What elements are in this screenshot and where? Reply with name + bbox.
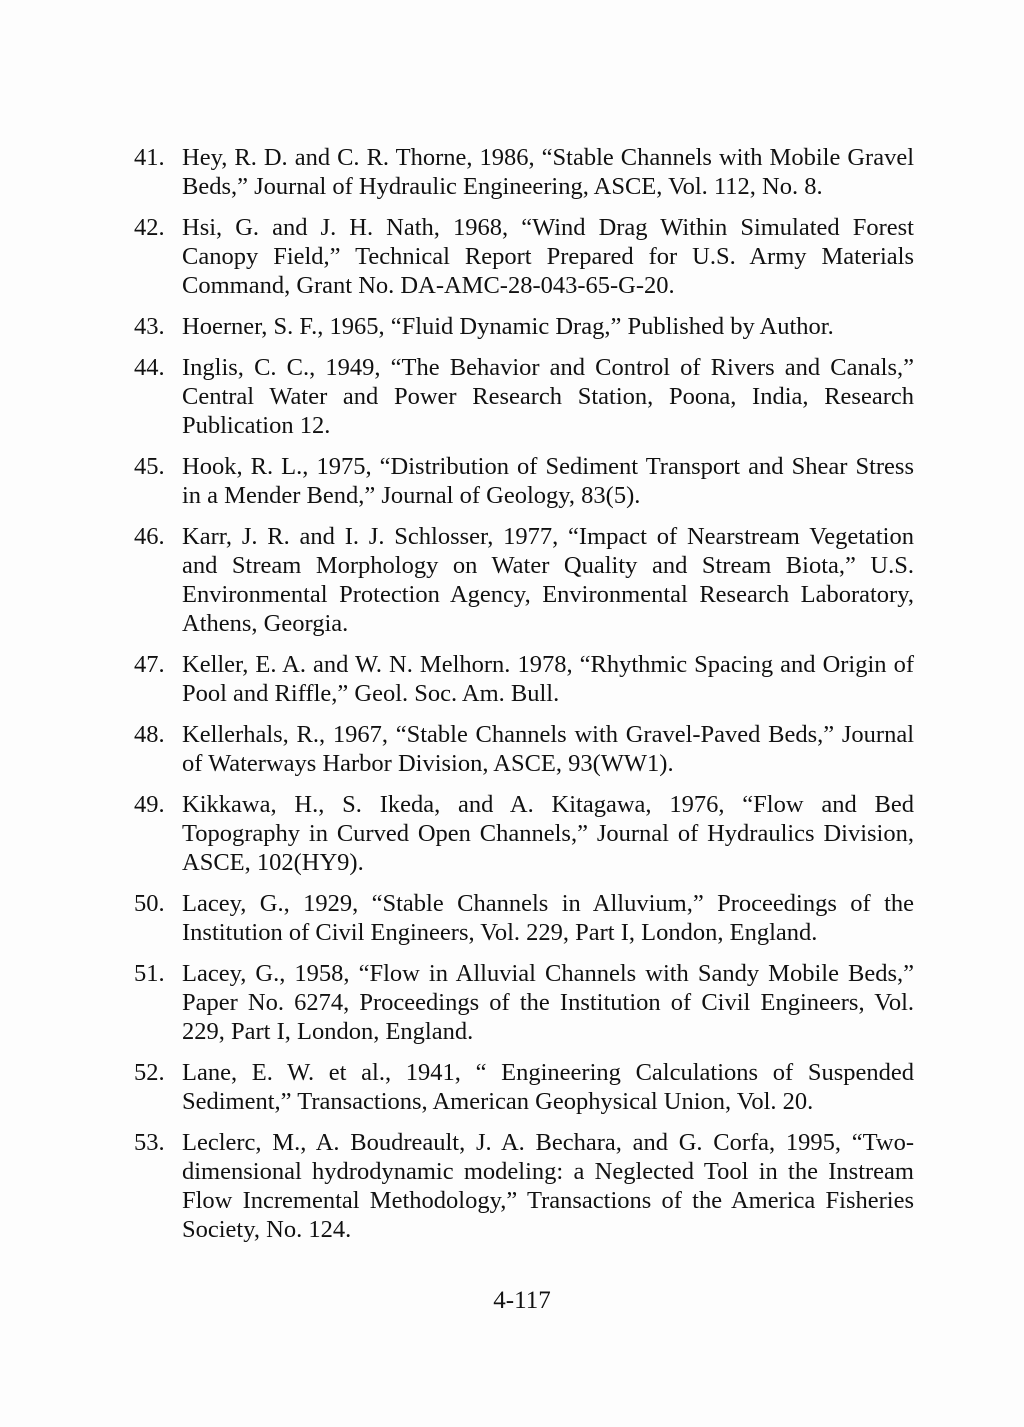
reference-number: 43. (134, 313, 165, 340)
reference-item (134, 959, 914, 1046)
reference-text: Hook, R. L., 1975, “Distribution of Sediment Transport and Shear Stress in a Mender Bend,” Journal of Geology, 83(5). (182, 453, 914, 509)
reference-text: Leclerc, M., A. Boudreault, J. A. Bechara, and G. Corfa, 1995, “Two-dimensional hydrodynamic modeling: a Neglected Tool in the Instream Flow Incremental Methodology,” Transactions of the America Fisheries Society, No. 124. (182, 1129, 914, 1243)
reference-text: Kikkawa, H., S. Ikeda, and A. Kitagawa, 1976, “Flow and Bed Topography in Curved Open Channels,” Journal of Hydraulics Division, ASCE, 102(HY9). (182, 791, 914, 876)
reference-text: Lacey, G., 1929, “Stable Channels in Alluvium,” Proceedings of the Institution of Civil Engineers, Vol. 229, Part I, London, England. (182, 890, 914, 946)
reference-text: Hsi, G. and J. H. Nath, 1968, “Wind Drag Within Simulated Forest Canopy Field,” Technical Report Prepared for U.S. Army Materials Command, Grant No. DA-AMC-28-043-65-G-20. (182, 214, 914, 299)
reference-number: 52. (134, 1059, 165, 1086)
reference-item (134, 720, 914, 778)
reference-number: 51. (134, 960, 165, 987)
reference-text: Lacey, G., 1958, “Flow in Alluvial Channels with Sandy Mobile Beds,” Paper No. 6274, Proceedings of the Institution of Civil Engineers, Vol. 229, Part I, London, England. (182, 960, 914, 1045)
reference-number: 45. (134, 453, 165, 480)
reference-text: Karr, J. R. and I. J. Schlosser, 1977, “Impact of Nearstream Vegetation and Stream Morphology on Water Quality and Stream Biota,” U.S. Environmental Protection Agency, Environmental Research Laboratory, Athens, Georgia. (182, 523, 914, 637)
reference-number: 53. (134, 1129, 165, 1156)
reference-item (134, 522, 914, 638)
reference-number: 41. (134, 144, 165, 171)
reference-item (134, 213, 914, 300)
reference-number: 48. (134, 721, 165, 748)
reference-text: Hey, R. D. and C. R. Thorne, 1986, “Stable Channels with Mobile Gravel Beds,” Journal of Hydraulic Engineering, ASCE, Vol. 112, No. 8. (182, 144, 914, 200)
reference-number: 46. (134, 523, 165, 550)
reference-item (134, 1128, 914, 1244)
reference-text: Hoerner, S. F., 1965, “Fluid Dynamic Drag,” Published by Author. (182, 313, 834, 340)
reference-number: 50. (134, 890, 165, 917)
reference-item (134, 353, 914, 440)
reference-text: Keller, E. A. and W. N. Melhorn. 1978, “Rhythmic Spacing and Origin of Pool and Riffle,” Geol. Soc. Am. Bull. (182, 651, 914, 707)
reference-item (134, 790, 914, 877)
page-number: 4-117 (493, 1287, 551, 1314)
reference-item (134, 889, 914, 947)
reference-text: Inglis, C. C., 1949, “The Behavior and Control of Rivers and Canals,” Central Water and Power Research Station, Poona, India, Research Publication 12. (182, 354, 914, 439)
reference-item (134, 312, 914, 341)
reference-item (134, 452, 914, 510)
reference-item (134, 143, 914, 201)
reference-number: 49. (134, 791, 165, 818)
reference-item (134, 650, 914, 708)
reference-number: 47. (134, 651, 165, 678)
reference-number: 44. (134, 354, 165, 381)
reference-text: Lane, E. W. et al., 1941, “ Engineering Calculations of Suspended Sediment,” Transactions, American Geophysical Union, Vol. 20. (182, 1059, 914, 1115)
reference-text: Kellerhals, R., 1967, “Stable Channels with Gravel-Paved Beds,” Journal of Waterways Harbor Division, ASCE, 93(WW1). (182, 721, 914, 777)
reference-list (134, 143, 914, 1256)
reference-item (134, 1058, 914, 1116)
reference-number: 42. (134, 214, 165, 241)
